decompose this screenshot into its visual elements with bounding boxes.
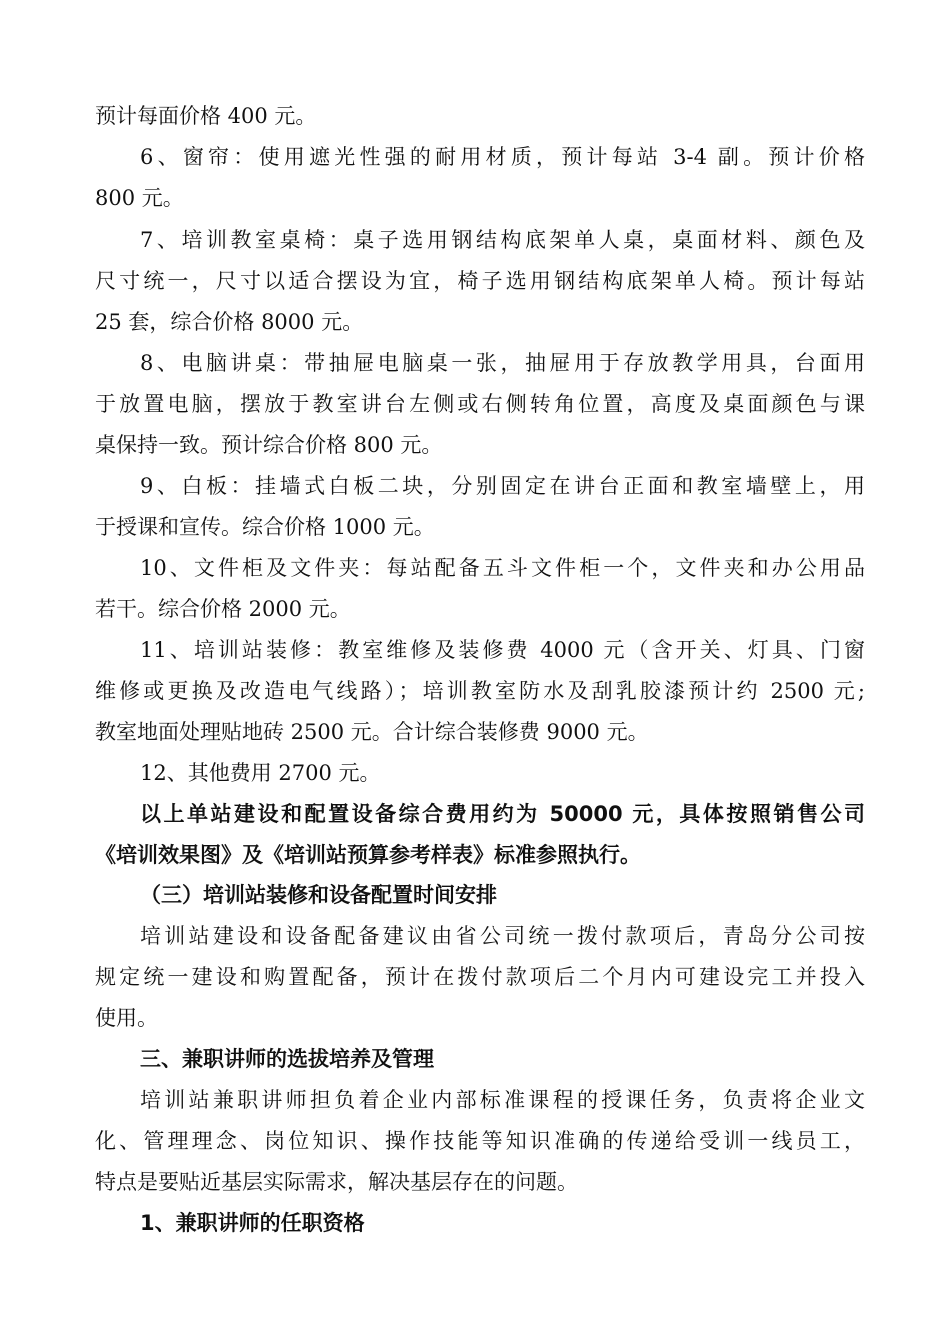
text-line: 若干。综合价格 2000 元。 — [95, 597, 351, 621]
text-line: 培训站建设和设备配备建议由省公司统一拨付款项后，青岛分公司按 — [140, 924, 865, 948]
text-line: 尺寸统一，尺寸以适合摆设为宜，椅子选用钢结构底架单人椅。预计每站 — [95, 269, 865, 293]
text-line: 化、管理理念、岗位知识、操作技能等知识准确的传递给受训一线员工， — [95, 1129, 865, 1153]
text-line: 使用。 — [95, 1006, 158, 1030]
text-line: 于放置电脑，摆放于教室讲台左侧或右侧转角位置，高度及桌面颜色与课 — [95, 392, 865, 416]
text-line: 培训站兼职讲师担负着企业内部标准课程的授课任务，负责将企业文 — [140, 1088, 865, 1112]
section-heading: 三、兼职讲师的选拔培养及管理 — [140, 1047, 434, 1071]
bold-text-line: 《培训效果图》及《培训站预算参考样表》标准参照执行。 — [95, 843, 641, 867]
text-line: 特点是要贴近基层实际需求，解决基层存在的问题。 — [95, 1170, 578, 1194]
text-line: 25 套，综合价格 8000 元。 — [95, 310, 364, 334]
text-line: 800 元。 — [95, 186, 184, 210]
text-line: 桌保持一致。预计综合价格 800 元。 — [95, 433, 443, 457]
text-line: 12、其他费用 2700 元。 — [140, 761, 381, 785]
text-line: 7、培训教室桌椅：桌子选用钢结构底架单人桌，桌面材料、颜色及 — [140, 228, 865, 252]
text-line: 6、窗帘：使用遮光性强的耐用材质，预计每站 3-4 副。预计价格 — [140, 145, 865, 169]
subsection-heading: 1、兼职讲师的任职资格 — [140, 1211, 365, 1235]
text-line: 11、培训站装修：教室维修及装修费 4000 元（含开关、灯具、门窗 — [140, 638, 865, 662]
text-line: 预计每面价格 400 元。 — [95, 104, 317, 128]
text-line: 8、电脑讲桌：带抽屉电脑桌一张，抽屉用于存放教学用具，台面用 — [140, 351, 865, 375]
text-line: 维修或更换及改造电气线路）；培训教室防水及刮乳胶漆预计约 2500 元; — [95, 679, 865, 703]
text-line: 于授课和宣传。综合价格 1000 元。 — [95, 515, 435, 539]
text-line: 教室地面处理贴地砖 2500 元。合计综合装修费 9000 元。 — [95, 720, 649, 744]
text-line: 规定统一建设和购置配备，预计在拨付款项后二个月内可建设完工并投入 — [95, 965, 865, 989]
section-heading: （三）培训站装修和设备配置时间安排 — [140, 883, 497, 907]
text-line: 10、文件柜及文件夹：每站配备五斗文件柜一个，文件夹和办公用品 — [140, 556, 865, 580]
text-line: 9、白板：挂墙式白板二块，分别固定在讲台正面和教室墙壁上，用 — [140, 474, 865, 498]
bold-text-line: 以上单站建设和配置设备综合费用约为 50000 元，具体按照销售公司 — [140, 802, 865, 826]
